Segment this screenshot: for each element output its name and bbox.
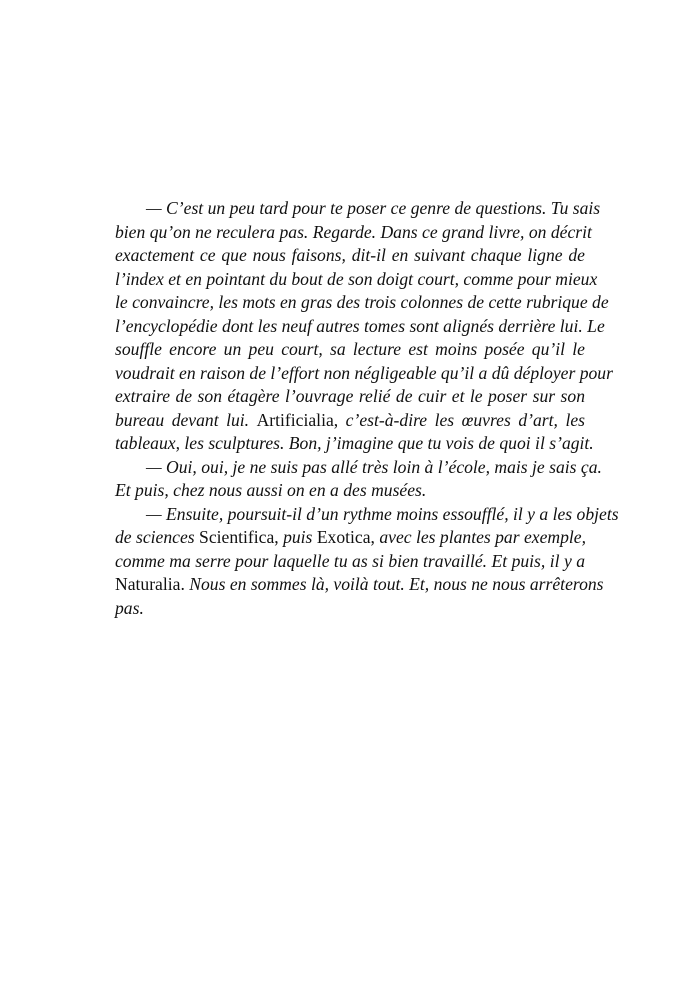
text-line — [115, 503, 619, 527]
text-line — [115, 338, 585, 362]
text-segment: pas. — [115, 597, 144, 618]
text-segment: exactement ce que nous faisons, dit-il en suivant chaque ligne de — [115, 245, 585, 265]
text-line — [115, 409, 585, 433]
text-segment: — Ensuite, poursuit-il d’un rythme moins essoufflé, il y a les objets — [146, 503, 619, 524]
text-segment: l’encyclopédie dont les neuf autres tomes sont alignés derrière lui. Le — [115, 315, 605, 336]
text-segment: extraire de son étagère l’ouvrage relié de cuir et le poser sur son — [115, 386, 585, 406]
term-roman: Scientifica, — [199, 527, 279, 547]
text-line — [115, 456, 602, 480]
text-segment: bien qu’on ne reculera pas. Regarde. Dans ce grand livre, on décrit — [115, 221, 592, 242]
term-roman: Exotica, — [316, 527, 375, 547]
text-line — [115, 244, 585, 268]
text-line — [115, 597, 585, 621]
text-line — [115, 385, 585, 409]
text-line — [115, 315, 605, 339]
text-segment: comme ma serre pour laquelle tu as si bien travaillé. Et puis, il y a — [115, 550, 585, 571]
term-roman: Artificialia, — [256, 409, 339, 430]
text-line — [115, 550, 585, 574]
text-line — [115, 291, 609, 315]
text-line — [115, 479, 585, 503]
text-line — [115, 432, 594, 456]
text-segment: avec les plantes par exemple, — [374, 527, 587, 547]
text-line — [115, 362, 613, 386]
text-segment: le convaincre, les mots en gras des trois colonnes de cette rubrique de — [115, 292, 609, 312]
term-roman: Naturalia. — [115, 574, 185, 594]
text-line — [115, 221, 592, 245]
text-segment: bureau devant lui. — [115, 409, 257, 430]
text-segment: Et puis, chez nous aussi on en a des musées. — [115, 480, 427, 500]
document-body — [115, 197, 619, 620]
text-segment: — Oui, oui, je ne suis pas allé très loin à l’école, mais je sais ça. — [146, 456, 602, 477]
text-segment: — C’est un peu tard pour te poser ce genre de questions. Tu sais — [146, 198, 601, 218]
paragraph — [115, 503, 619, 621]
text-line — [115, 197, 601, 221]
paragraph — [115, 197, 613, 456]
text-segment: l’index et en pointant du bout de son doigt court, comme pour mieux — [115, 268, 598, 289]
text-segment: de sciences — [115, 527, 200, 547]
text-segment: souffle encore un peu court, sa lecture est moins posée qu’il le — [115, 339, 585, 359]
text-segment: c’est-à-dire les œuvres d’art, les — [338, 409, 585, 430]
paragraph — [115, 456, 602, 503]
text-segment: voudrait en raison de l’effort non négligeable qu’il a dû déployer pour — [115, 362, 613, 383]
text-segment: tableaux, les sculptures. Bon, j’imagine que tu vois de quoi il s’agit. — [115, 433, 594, 453]
text-line — [115, 573, 604, 597]
text-segment: puis — [278, 527, 317, 547]
text-line — [115, 268, 598, 292]
text-line — [115, 526, 585, 550]
text-segment: Nous en sommes là, voilà tout. Et, nous ne nous arrêterons — [184, 574, 604, 594]
